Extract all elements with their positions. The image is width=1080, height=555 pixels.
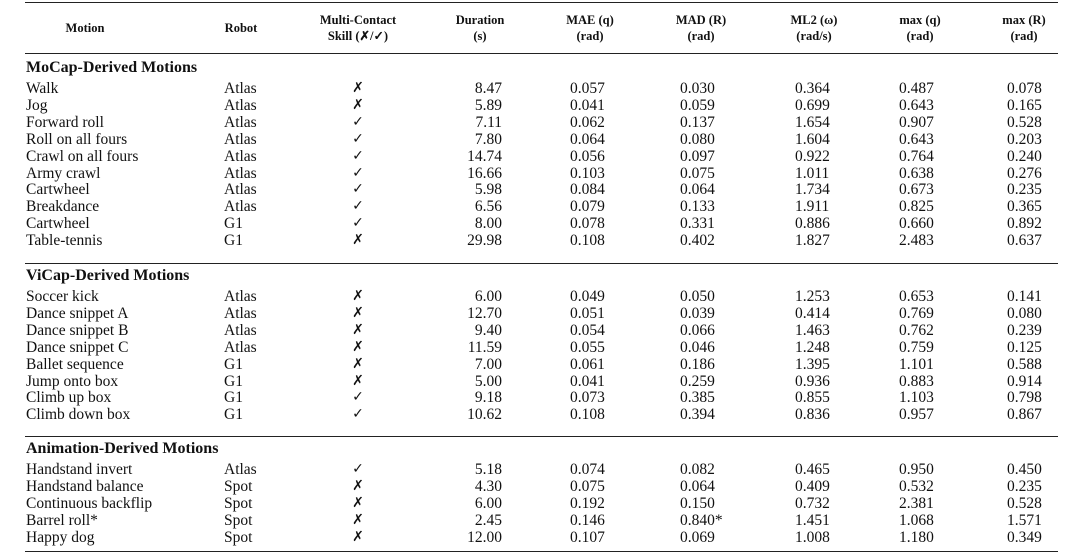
cell-mad: 0.066	[680, 321, 715, 339]
cell-maxq: 2.483	[899, 232, 934, 250]
cell-mae: 0.041	[570, 96, 605, 114]
cell-maxq: 0.769	[899, 304, 934, 322]
cell-robot: G1	[224, 355, 243, 373]
cell-motion: Climb up box	[26, 389, 112, 407]
cell-duration: 9.18	[474, 389, 502, 407]
cell-mae: 0.107	[570, 528, 605, 546]
cell-robot: Spot	[224, 528, 253, 546]
cell-mae: 0.192	[570, 494, 605, 512]
header-mad-unit: (rad)	[687, 29, 715, 43]
cell-motion: Dance snippet B	[26, 321, 129, 339]
cell-robot: Atlas	[224, 321, 257, 339]
cell-maxq: 0.762	[899, 321, 934, 339]
cell-maxq: 1.180	[899, 528, 934, 546]
cell-ml2: 0.465	[795, 461, 830, 478]
header-duration-unit: (s)	[473, 29, 487, 43]
cell-ml2: 1.604	[795, 130, 830, 148]
cell-ml2: 0.409	[795, 477, 830, 495]
cell-maxr: 0.235	[1007, 477, 1042, 495]
cell-mae: 0.103	[570, 164, 605, 182]
cell-skill: ✓	[352, 215, 364, 232]
header-mad	[661, 12, 741, 44]
cell-duration: 4.30	[474, 477, 502, 495]
cell-robot: G1	[224, 372, 243, 390]
cell-robot: Spot	[224, 511, 253, 529]
cell-ml2: 1.451	[795, 511, 830, 529]
cell-motion: Jump onto box	[26, 372, 119, 390]
table-row	[0, 495, 1080, 512]
cell-skill: ✗	[352, 304, 364, 321]
cell-skill: ✗	[352, 528, 364, 545]
table-row	[0, 512, 1080, 529]
cell-motion: Crawl on all fours	[26, 147, 139, 165]
cell-robot: Atlas	[224, 113, 257, 131]
cell-maxr: 0.914	[1007, 372, 1042, 390]
cell-duration: 8.00	[474, 215, 502, 233]
section-rule	[25, 263, 1058, 264]
cell-mad: 0.137	[680, 113, 715, 131]
header-mae-unit: (rad)	[576, 29, 604, 43]
cell-skill: ✗	[352, 288, 364, 304]
cell-robot: Atlas	[224, 338, 257, 356]
cell-mad: 0.064	[680, 477, 715, 495]
cell-robot: Atlas	[224, 198, 257, 216]
cell-maxq: 0.660	[899, 215, 934, 233]
cell-ml2: 1.654	[795, 113, 830, 131]
header-robot	[205, 20, 277, 36]
cell-motion: Cartwheel	[26, 215, 90, 233]
cell-ml2: 0.699	[795, 96, 830, 114]
cell-duration: 6.00	[474, 494, 502, 512]
cell-skill: ✓	[352, 130, 364, 147]
cell-motion: Walk	[26, 80, 59, 97]
cell-maxr: 0.125	[1007, 338, 1042, 356]
cell-maxr: 0.235	[1007, 181, 1042, 199]
cell-maxq: 0.957	[899, 406, 934, 424]
cell-mae: 0.049	[570, 288, 605, 305]
cell-mae: 0.056	[570, 147, 605, 165]
cell-motion: Dance snippet A	[26, 304, 129, 322]
cell-maxq: 1.068	[899, 511, 934, 529]
top-rule	[25, 2, 1058, 3]
cell-mae: 0.078	[570, 215, 605, 233]
cell-motion: Breakdance	[26, 198, 100, 216]
cell-robot: Atlas	[224, 461, 257, 478]
cell-ml2: 1.253	[795, 288, 830, 305]
cell-mad: 0.039	[680, 304, 715, 322]
cell-ml2: 1.011	[795, 164, 830, 182]
header-motion	[45, 20, 125, 36]
cell-mad: 0.840*	[680, 511, 723, 529]
cell-duration: 5.98	[474, 181, 502, 199]
cell-maxq: 0.950	[899, 461, 934, 478]
table-row	[0, 461, 1080, 478]
cell-skill: ✓	[352, 181, 364, 198]
cell-mad: 0.064	[680, 181, 715, 199]
cell-motion: Handstand balance	[26, 477, 144, 495]
table-row	[0, 406, 1080, 423]
cell-ml2: 1.248	[795, 338, 830, 356]
cell-maxq: 0.643	[899, 96, 934, 114]
table-row	[0, 232, 1080, 249]
cell-mae: 0.073	[570, 389, 605, 407]
header-maxr-label: max (R)	[1002, 13, 1046, 27]
cell-mae: 0.051	[570, 304, 605, 322]
bottom-rule	[25, 551, 1058, 552]
cell-duration: 12.00	[467, 528, 502, 546]
cell-mad: 0.394	[680, 406, 715, 424]
table-row	[0, 148, 1080, 165]
table-row	[0, 181, 1080, 198]
cell-skill: ✗	[352, 477, 364, 494]
cell-maxr: 0.528	[1007, 113, 1042, 131]
cell-motion: Table-tennis	[26, 232, 103, 250]
table-row	[0, 165, 1080, 182]
cell-motion: Ballet sequence	[26, 355, 124, 373]
cell-skill: ✗	[352, 338, 364, 355]
cell-duration: 7.80	[474, 130, 502, 148]
cell-ml2: 0.855	[795, 389, 830, 407]
cell-mae: 0.062	[570, 113, 605, 131]
cell-mae: 0.074	[570, 461, 605, 478]
cell-duration: 9.40	[474, 321, 502, 339]
header-rule	[25, 53, 1058, 54]
cell-mad: 0.331	[680, 215, 715, 233]
header-maxr-unit: (rad)	[1010, 29, 1038, 43]
cell-mae: 0.075	[570, 477, 605, 495]
cell-skill: ✗	[352, 96, 364, 113]
cell-mae: 0.041	[570, 372, 605, 390]
table-row	[0, 114, 1080, 131]
header-skill-label: Multi-Contact	[319, 13, 397, 27]
cell-duration: 5.89	[474, 96, 502, 114]
cell-mad: 0.402	[680, 232, 715, 250]
cell-motion: Handstand invert	[26, 461, 133, 478]
cell-maxr: 1.571	[1007, 511, 1042, 529]
table-row	[0, 373, 1080, 390]
header-maxq	[880, 12, 960, 44]
header-robot-label: Robot	[224, 21, 258, 35]
header-duration	[440, 12, 520, 44]
table-row	[0, 305, 1080, 322]
cell-mad: 0.075	[680, 164, 715, 182]
table-row	[0, 529, 1080, 546]
table-row	[0, 356, 1080, 373]
cell-maxr: 0.276	[1007, 164, 1042, 182]
cell-maxr: 0.239	[1007, 321, 1042, 339]
cell-skill: ✗	[352, 355, 364, 372]
cell-mad: 0.150	[680, 494, 715, 512]
cell-mad: 0.050	[680, 288, 715, 305]
cell-skill: ✓	[352, 164, 364, 181]
cell-motion: Continuous backflip	[26, 494, 153, 512]
cell-robot: G1	[224, 406, 243, 424]
cell-duration: 5.00	[474, 372, 502, 390]
cell-maxq: 0.643	[899, 130, 934, 148]
cell-robot: Atlas	[224, 181, 257, 199]
cell-robot: Atlas	[224, 96, 257, 114]
cell-duration: 6.56	[474, 198, 502, 216]
cell-ml2: 0.936	[795, 372, 830, 390]
cell-mad: 0.059	[680, 96, 715, 114]
cell-ml2: 1.827	[795, 232, 830, 250]
cell-robot: Atlas	[224, 304, 257, 322]
cell-maxq: 0.883	[899, 372, 934, 390]
cell-mad: 0.097	[680, 147, 715, 165]
cell-mae: 0.079	[570, 198, 605, 216]
cell-skill: ✓	[352, 461, 364, 477]
cell-maxq: 0.764	[899, 147, 934, 165]
cell-motion: Roll on all fours	[26, 130, 128, 148]
header-skill	[300, 12, 416, 44]
cell-maxq: 1.101	[899, 355, 934, 373]
section-title: ViCap-Derived Motions	[26, 267, 190, 284]
cell-maxq: 0.907	[899, 113, 934, 131]
cell-skill: ✗	[352, 511, 364, 528]
cell-ml2: 0.414	[795, 304, 830, 322]
table-row	[0, 80, 1080, 97]
cell-maxr: 0.588	[1007, 355, 1042, 373]
cell-duration: 29.98	[467, 232, 502, 250]
cell-robot: Spot	[224, 477, 253, 495]
header-ml2-unit: (rad/s)	[796, 29, 832, 43]
cell-robot: G1	[224, 232, 243, 250]
cell-mad: 0.186	[680, 355, 715, 373]
table-row	[0, 339, 1080, 356]
header-duration-label: Duration	[455, 13, 505, 27]
cell-maxq: 0.487	[899, 80, 934, 97]
cell-maxr: 0.450	[1007, 461, 1042, 478]
header-motion-label: Motion	[65, 21, 105, 35]
cell-motion: Soccer kick	[26, 288, 99, 305]
cell-skill: ✗	[352, 372, 364, 389]
cell-robot: Atlas	[224, 147, 257, 165]
cell-maxq: 1.103	[899, 389, 934, 407]
cell-motion: Cartwheel	[26, 181, 90, 199]
cell-mae: 0.084	[570, 181, 605, 199]
cell-mae: 0.054	[570, 321, 605, 339]
header-mae-label: MAE (q)	[566, 13, 614, 27]
cell-maxr: 0.637	[1007, 232, 1042, 250]
cell-duration: 2.45	[474, 511, 502, 529]
table-row	[0, 288, 1080, 305]
cell-mae: 0.108	[570, 232, 605, 250]
cell-robot: Atlas	[224, 164, 257, 182]
cell-maxq: 2.381	[899, 494, 934, 512]
header-maxq-unit: (rad)	[906, 29, 934, 43]
cell-robot: Atlas	[224, 288, 257, 305]
cell-duration: 6.00	[474, 288, 502, 305]
cell-duration: 7.11	[475, 113, 502, 131]
cell-mad: 0.080	[680, 130, 715, 148]
cell-robot: G1	[224, 389, 243, 407]
cell-maxr: 0.203	[1007, 130, 1042, 148]
cell-duration: 5.18	[474, 461, 502, 478]
cell-maxq: 0.653	[899, 288, 934, 305]
cell-maxq: 0.759	[899, 338, 934, 356]
cell-motion: Jog	[26, 96, 48, 114]
cell-maxr: 0.892	[1007, 215, 1042, 233]
header-maxr	[984, 12, 1064, 44]
table-row	[0, 478, 1080, 495]
cell-skill: ✓	[352, 113, 364, 130]
cell-mad: 0.385	[680, 389, 715, 407]
cell-duration: 8.47	[474, 80, 502, 97]
header-ml2-label: ML2 (ω)	[790, 13, 838, 27]
cell-mad: 0.046	[680, 338, 715, 356]
section-title: Animation-Derived Motions	[26, 440, 219, 457]
cell-maxr: 0.240	[1007, 147, 1042, 165]
cell-skill: ✗	[352, 80, 364, 96]
cell-mad: 0.069	[680, 528, 715, 546]
header-skill-unit: Skill (✗/✓)	[327, 29, 389, 43]
cell-duration: 11.59	[467, 338, 502, 356]
header-mae	[550, 12, 630, 44]
section-rule	[25, 436, 1058, 437]
cell-ml2: 0.732	[795, 494, 830, 512]
cell-motion: Climb down box	[26, 406, 131, 424]
cell-maxq: 0.638	[899, 164, 934, 182]
table-row	[0, 198, 1080, 215]
cell-maxq: 0.825	[899, 198, 934, 216]
cell-mae: 0.108	[570, 406, 605, 424]
table-row	[0, 97, 1080, 114]
cell-ml2: 0.922	[795, 147, 830, 165]
cell-maxr: 0.080	[1007, 304, 1042, 322]
cell-skill: ✓	[352, 406, 364, 423]
cell-mad: 0.259	[680, 372, 715, 390]
cell-maxr: 0.165	[1007, 96, 1042, 114]
cell-maxr: 0.365	[1007, 198, 1042, 216]
cell-motion: Barrel roll*	[26, 511, 98, 529]
cell-mae: 0.146	[570, 511, 605, 529]
section-title: MoCap-Derived Motions	[26, 59, 198, 76]
cell-ml2: 1.463	[795, 321, 830, 339]
cell-motion: Forward roll	[26, 113, 104, 131]
cell-skill: ✓	[352, 147, 364, 164]
cell-skill: ✗	[352, 232, 364, 249]
table-row	[0, 131, 1080, 148]
cell-skill: ✓	[352, 198, 364, 215]
cell-maxr: 0.798	[1007, 389, 1042, 407]
cell-maxr: 0.141	[1007, 288, 1042, 305]
header-ml2	[774, 12, 854, 44]
header-mad-label: MAD (R)	[675, 13, 727, 27]
cell-ml2: 0.364	[795, 80, 830, 97]
cell-robot: Spot	[224, 494, 253, 512]
table-row	[0, 322, 1080, 339]
cell-ml2: 1.734	[795, 181, 830, 199]
cell-duration: 7.00	[474, 355, 502, 373]
cell-mae: 0.057	[570, 80, 605, 97]
cell-mad: 0.133	[680, 198, 715, 216]
cell-ml2: 0.886	[795, 215, 830, 233]
cell-ml2: 1.911	[795, 198, 830, 216]
cell-mad: 0.030	[680, 80, 715, 97]
cell-duration: 16.66	[467, 164, 502, 182]
cell-mae: 0.064	[570, 130, 605, 148]
cell-motion: Dance snippet C	[26, 338, 129, 356]
cell-skill: ✗	[352, 321, 364, 338]
cell-duration: 10.62	[467, 406, 502, 424]
cell-skill: ✗	[352, 494, 364, 511]
cell-maxq: 0.673	[899, 181, 934, 199]
cell-robot: Atlas	[224, 80, 257, 97]
table-row	[0, 389, 1080, 406]
cell-maxr: 0.078	[1007, 80, 1042, 97]
cell-mae: 0.055	[570, 338, 605, 356]
header-maxq-label: max (q)	[899, 13, 941, 27]
cell-ml2: 1.008	[795, 528, 830, 546]
cell-maxr: 0.528	[1007, 494, 1042, 512]
cell-maxr: 0.349	[1007, 528, 1042, 546]
cell-maxr: 0.867	[1007, 406, 1042, 424]
cell-mad: 0.082	[680, 461, 715, 478]
cell-ml2: 0.836	[795, 406, 830, 424]
cell-skill: ✓	[352, 389, 364, 406]
cell-motion: Army crawl	[26, 164, 101, 182]
cell-duration: 12.70	[467, 304, 502, 322]
cell-duration: 14.74	[467, 147, 502, 165]
cell-mae: 0.061	[570, 355, 605, 373]
cell-ml2: 1.395	[795, 355, 830, 373]
cell-robot: G1	[224, 215, 243, 233]
table-row	[0, 215, 1080, 232]
cell-motion: Happy dog	[26, 528, 95, 546]
cell-maxq: 0.532	[899, 477, 934, 495]
cell-robot: Atlas	[224, 130, 257, 148]
